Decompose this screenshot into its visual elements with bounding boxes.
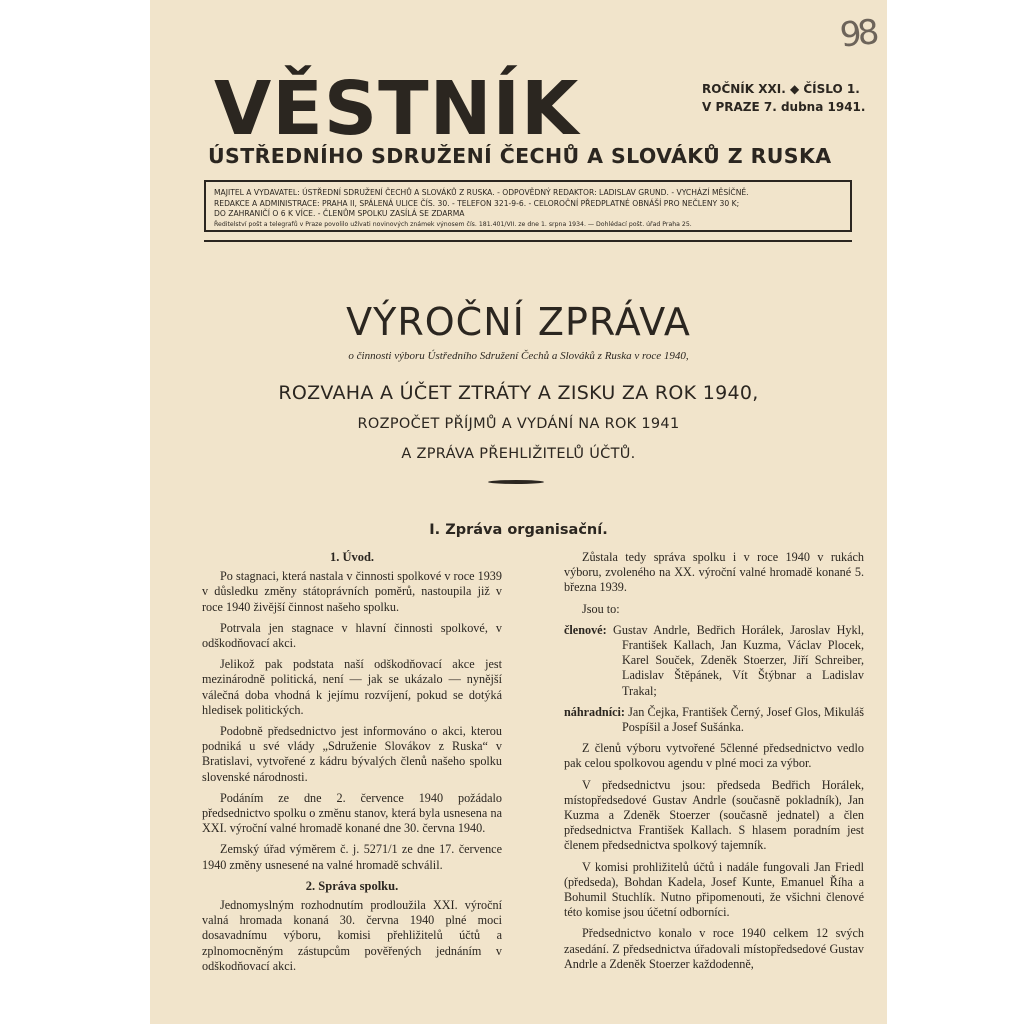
section-heading: I. Zpráva organisační. (429, 522, 608, 538)
info-line: DO ZAHRANIČÍ O 6 K VÍCE. - ČLENŮM SPOLKU ZASÍLÁ SE ZDARMA (214, 209, 465, 219)
members-names: Gustav Andrle, Bedřich Horálek, Jaroslav Hykl, František Kallach, Jan Kuzma, Václav Plocek, Karel Souček, Zdeněk Stoerzer, Jiří Schreiber, Ladislav Štěpánek, Vít Štýbnar a Ladislav Trakal; (613, 622, 865, 698)
paragraph: Předsednictvo konalo v roce 1940 celkem 12 svých zasedání. Z předsednictva úřadovali místopředsedové Gustav Andrle a Zdeněk Stoerzer každodenně, (564, 926, 864, 971)
left-column (202, 550, 502, 980)
postal-permit-line: Ředitelství pošt a telegrafů v Praze povolilo užívati novinových známek výnosem čís. 181.401/VII. ze dne 1. srpna 1934. — Dohlédací pošt. úřad Praha 25. (214, 220, 692, 228)
ornament-divider (488, 480, 544, 484)
right-column (564, 550, 864, 978)
substitutes-list (564, 705, 864, 735)
members-list (564, 623, 864, 699)
paragraph: V komisi prohližitelů účtů i nadále fungovali Jan Friedl (předseda), Bohdan Kadela, Josef Kunte, Emanuel Říha a Bohumil Stuchlík. Nutno připomenouti, že všichni členové této komise jsou účetní odborníci. (564, 859, 864, 920)
report-heading-auditors: A ZPRÁVA PŘEHLIŽITELŮ ÚČTŮ. (401, 446, 636, 462)
paragraph: Jednomyslným rozhodnutím prodloužila XXI. výroční valná hromada konaná 30. června 1940 plné moci dosavadnímu výboru, komisi přehližitelů účtů a zplnomocněným zástupcům pověřených jednáním v odškodňovací akci. (202, 898, 502, 973)
report-title: VÝROČNÍ ZPRÁVA (346, 300, 691, 344)
issue-date: V PRAZE 7. dubna 1941. (702, 100, 866, 114)
substitutes-label: náhradníci: (564, 704, 625, 719)
substitutes-names: Jan Čejka, František Černý, Josef Glos, Mikuláš Pospíšil a Josef Sušánka. (622, 704, 864, 735)
paragraph: Podáním ze dne 2. července 1940 požádalo předsednictvo spolku o změnu stanov, která byla usnesena na XXI. výroční valné hromadě konané dne 30. června 1940. (202, 790, 502, 836)
header-rule (204, 240, 852, 242)
info-line: REDAKCE A ADMINISTRACE: PRAHA II, SPÁLENÁ ULICE ČÍS. 30. - TELEFON 321-9-6. - CELOROČNÍ PŘEDPLATNÉ OBNÁŠÍ PRO NEČLENY 30 K; (214, 198, 740, 208)
paragraph: Jsou to: (582, 601, 620, 616)
report-subtitle: o činnosti výboru Ústředního Sdružení Čechů a Slováků z Ruska v roce 1940, (348, 350, 689, 362)
paragraph: Zůstala tedy správa spolku i v roce 1940 v rukách výboru, zvoleného na XX. výroční valné hromadě konané 5. března 1939. (564, 550, 864, 595)
paragraph: Jelikož pak podstata naší odškodňovací akce jest mezinárodně politická, není — jak se ukázalo — nynější válečná doba vhodná k jejímu rozvíjení, pokud se dotýká hledisek politických. (202, 657, 502, 717)
issue-volume: ROČNÍK XXI. ◆ ČÍSLO 1. (702, 82, 860, 96)
paragraph: Podobně předsednictvo jest informováno o akci, kterou podniká u své vlády „Sdruženie Slovákov z Ruska“ v Bratislavi, vytvořené z kádru bývalých členů našeho spolku slovenské národnosti. (202, 724, 502, 784)
subheading-intro: 1. Úvod. (329, 550, 375, 564)
masthead-title: VĚSTNÍK (214, 66, 580, 152)
paragraph: Potrvala jen stagnace v hlavní činnosti spolkové, v odškodňovací akci. (202, 620, 502, 651)
subheading-administration: 2. Správa spolku. (305, 878, 399, 893)
members-label: členové: (564, 622, 607, 637)
paragraph: V předsednictvu jsou: předseda Bedřich Horálek, místopředsedové Gustav Andrle (současně pokladník), Jan Kuzma a Zdeněk Stoerzer (současně jednatel) a člen předsednictva František Kallach. S hlasem poradním jest členem předsednictva spolkový tajemník. (564, 777, 864, 853)
issue-info (702, 80, 865, 116)
newspaper-page (150, 0, 887, 1024)
report-heading-balance: ROZVAHA A ÚČET ZTRÁTY A ZISKU ZA ROK 1940, (278, 382, 759, 404)
info-line: MAJITEL A VYDAVATEL: ÚSTŘEDNÍ SDRUŽENÍ ČECHŮ A SLOVÁKŮ Z RUSKA. - ODPOVĚDNÝ REDAKTOR: LADISLAV GRUND. - VYCHÁZÍ MĚSÍČNĚ. (214, 188, 749, 197)
masthead-subtitle: ÚSTŘEDNÍHO SDRUŽENÍ ČECHŮ A SLOVÁKŮ Z RUSKA (208, 144, 832, 168)
report-heading-budget: ROZPOČET PŘÍJMŮ A VYDÁNÍ NA ROK 1941 (357, 416, 680, 432)
paragraph: Po stagnaci, která nastala v činnosti spolkové v roce 1939 v důsledku změny státoprávních poměrů, nastoupila již v roce 1940 živější činnost našeho spolku. (202, 569, 502, 614)
publisher-info-box (204, 180, 852, 232)
handwritten-number: 98 (837, 12, 877, 56)
paragraph: Z členů výboru vytvořené 5členné předsednictvo vedlo pak celou spolkovou agendu v plné moci za výbor. (564, 741, 864, 771)
paragraph: Zemský úřad výměrem č. j. 5271/1 ze dne 17. července 1940 změny usnesené na valné hromadě schválil. (202, 842, 502, 872)
